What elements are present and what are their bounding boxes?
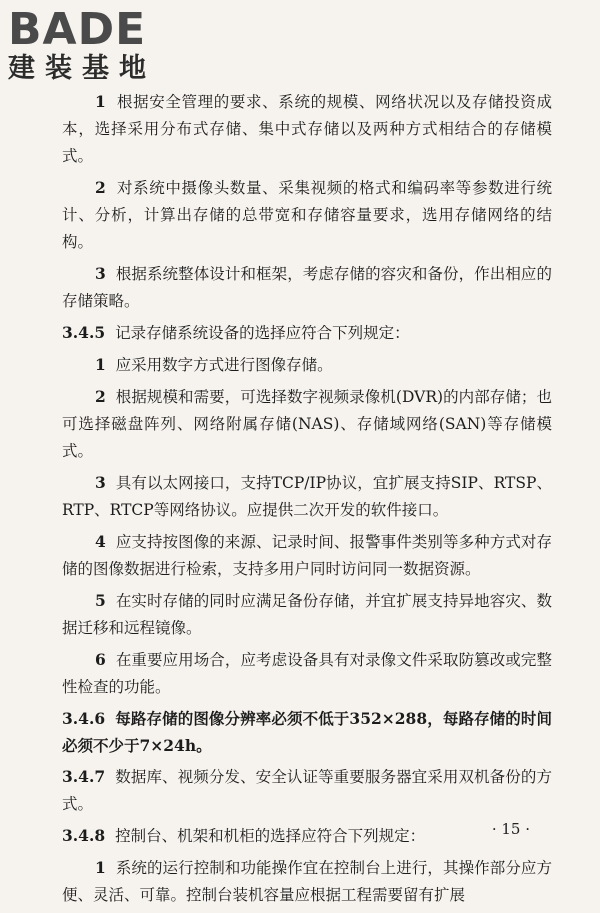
logo <box>8 4 178 84</box>
section-clause: 3.4.5 记录存储系统设备的选择应符合下列规定： <box>62 323 410 342</box>
list-item: 3 具有以太网接口，支持TCP/IP协议，宜扩展支持SIP、RTSP、RTP、RTCP等网络协议。应提供二次开发的软件接口。 <box>62 473 553 519</box>
page-number: · 15 · <box>491 820 530 838</box>
list-item: 2 对系统中摄像头数量、采集视频的格式和编码率等参数进行统计、分析，计算出存储的总带宽和存储容量要求，选用存储网络的结构。 <box>62 178 552 251</box>
logo-subtitle: 建装基地 <box>8 53 156 84</box>
list-item: 5 在实时存储的同时应满足备份存储，并宜扩展支持异地容灾、数据迁移和远程镜像。 <box>62 591 552 637</box>
list-item: 3 根据系统整体设计和框架，考虑存储的容灾和备份，作出相应的存储策略。 <box>62 264 552 310</box>
list-item: 1 应采用数字方式进行图像存储。 <box>95 355 333 374</box>
section-clause: 3.4.7 数据库、视频分发、安全认证等重要服务器宜采用双机备份的方式。 <box>62 767 552 813</box>
list-item: 1 根据安全管理的要求、系统的规模、网络状况以及存储投资成本，选择采用分布式存储、集中式存储以及两种方式相结合的存储模式。 <box>62 92 552 165</box>
mandatory-clause: 3.4.6 每路存储的图像分辨率必须不低于352×288，每路存储的时间必须不少于7×24h。 <box>62 709 552 755</box>
list-item: 1 系统的运行控制和功能操作宜在控制台上进行，其操作部分应方便、灵活、可靠。控制台装机容量应根据工程需要留有扩展 <box>62 858 552 904</box>
list-item: 6 在重要应用场合，应考虑设备具有对录像文件采取防篡改或完整性检查的功能。 <box>62 650 552 696</box>
section-clause: 3.4.8 控制台、机架和机柜的选择应符合下列规定： <box>62 826 426 845</box>
list-item: 4 应支持按图像的来源、记录时间、报警事件类别等多种方式对存储的图像数据进行检索，支持多用户同时访问同一数据资源。 <box>62 532 552 578</box>
document-body <box>62 88 552 913</box>
logo-wordmark: BADE <box>8 4 147 55</box>
list-item: 2 根据规模和需要，可选择数字视频录像机(DVR)的内部存储；也可选择磁盘阵列、网络附属存储(NAS)、存储域网络(SAN)等存储模式。 <box>62 387 552 460</box>
